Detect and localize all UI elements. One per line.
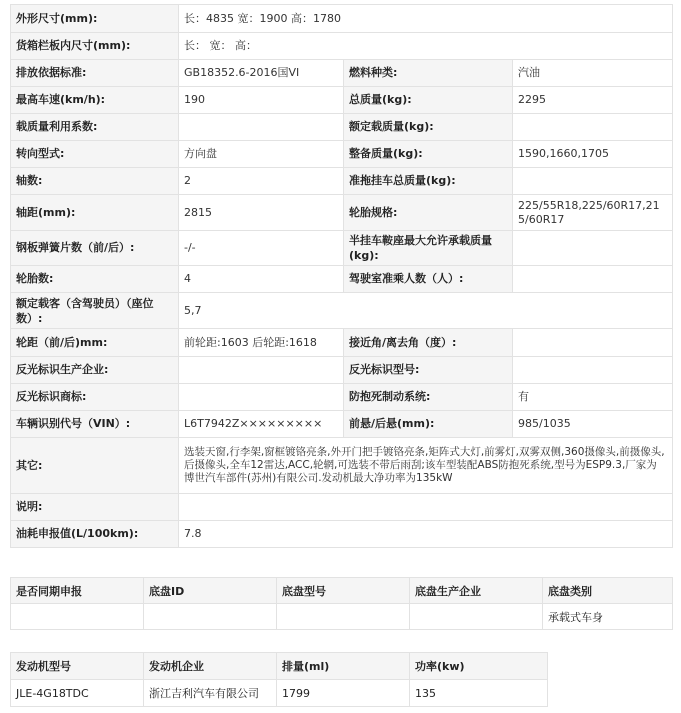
overhang-label: 前悬/后悬(mm):: [344, 411, 513, 438]
spec-row-emission: [11, 60, 673, 87]
chassis-header-category: 底盘类别: [543, 578, 673, 604]
spec-row-top-speed: [11, 87, 673, 114]
rated-passengers-label: 额定载客（含驾驶员）（座位数）:: [11, 293, 179, 329]
outer-size-label: 外形尺寸(mm):: [11, 5, 179, 33]
trailer-mass-value: [513, 168, 673, 195]
outer-size-value: 长：4835 宽：1900 高：1780: [179, 5, 673, 33]
spec-row-reflect-brand: [11, 384, 673, 411]
leaf-spring-value: -/-: [179, 231, 344, 266]
tire-spec-label: 轮胎规格:: [344, 195, 513, 231]
emission-value: GB18352.6-2016国VI: [179, 60, 344, 87]
approach-angle-value: [513, 329, 673, 357]
track-value: 前轮距:1603 后轮距:1618: [179, 329, 344, 357]
cargo-size-label: 货箱栏板内尺寸(mm):: [11, 33, 179, 60]
reflect-brand-value: [179, 384, 344, 411]
spec-row-track: [11, 329, 673, 357]
engine-table: [10, 652, 548, 707]
engine-model-value: JLE-4G18TDC: [11, 680, 144, 707]
abs-value: 有: [513, 384, 673, 411]
load-util-label: 载质量利用系数:: [11, 114, 179, 141]
reflect-mfr-value: [179, 357, 344, 384]
cab-seats-value: [513, 266, 673, 293]
leaf-spring-label: 钢板弹簧片数（前/后）:: [11, 231, 179, 266]
spec-row-axles: [11, 168, 673, 195]
cab-seats-label: 驾驶室准乘人数（人）:: [344, 266, 513, 293]
other-label: 其它:: [11, 438, 179, 494]
overhang-value: 985/1035: [513, 411, 673, 438]
fuel-type-label: 燃料种类:: [344, 60, 513, 87]
saddle-load-value: [513, 231, 673, 266]
reflect-model-label: 反光标识型号:: [344, 357, 513, 384]
reflect-mfr-label: 反光标识生产企业:: [11, 357, 179, 384]
abs-label: 防抱死制动系统:: [344, 384, 513, 411]
rated-passengers-value: 5,7: [179, 293, 673, 329]
vin-value: L6T7942Z×××××××××: [179, 411, 344, 438]
engine-header-power: 功率(kw): [410, 653, 548, 680]
engine-header-displacement: 排量(ml): [277, 653, 410, 680]
top-speed-value: 190: [179, 87, 344, 114]
engine-maker-value: 浙江吉利汽车有限公司: [144, 680, 277, 707]
spec-row-tire-count: [11, 266, 673, 293]
chassis-model-value: [277, 604, 410, 630]
reflect-model-value: [513, 357, 673, 384]
tire-count-label: 轮胎数:: [11, 266, 179, 293]
engine-displacement-value: 1799: [277, 680, 410, 707]
chassis-header-id: 底盘ID: [144, 578, 277, 604]
fuel-consumption-value: 7.8: [179, 521, 673, 548]
curb-mass-label: 整备质量(kg):: [344, 141, 513, 168]
chassis-table: [10, 577, 673, 630]
engine-header-row: [11, 653, 548, 680]
top-speed-label: 最高车速(km/h):: [11, 87, 179, 114]
fuel-consumption-label: 油耗申报值(L/100km):: [11, 521, 179, 548]
spec-row-steering: [11, 141, 673, 168]
engine-power-value: 135: [410, 680, 548, 707]
spec-row-leaf-spring: [11, 231, 673, 266]
reflect-brand-label: 反光标识商标:: [11, 384, 179, 411]
chassis-header-row: [11, 578, 673, 604]
approach-angle-label: 接近角/离去角（度）:: [344, 329, 513, 357]
axles-label: 轴数:: [11, 168, 179, 195]
steering-value: 方向盘: [179, 141, 344, 168]
chassis-sync-value: [11, 604, 144, 630]
axles-value: 2: [179, 168, 344, 195]
emission-label: 排放依据标准:: [11, 60, 179, 87]
total-mass-label: 总质量(kg):: [344, 87, 513, 114]
load-util-value: [179, 114, 344, 141]
tire-count-value: 4: [179, 266, 344, 293]
rated-load-value: [513, 114, 673, 141]
chassis-category-value: 承载式车身: [543, 604, 673, 630]
engine-header-maker: 发动机企业: [144, 653, 277, 680]
note-label: 说明:: [11, 494, 179, 521]
chassis-id-value: [144, 604, 277, 630]
engine-header-model: 发动机型号: [11, 653, 144, 680]
chassis-value-row: [11, 604, 673, 630]
spec-row-other: [11, 438, 673, 494]
wheelbase-value: 2815: [179, 195, 344, 231]
spec-row-cargo-size: [11, 33, 673, 60]
vehicle-spec-table: [10, 4, 673, 548]
rated-load-label: 额定载质量(kg):: [344, 114, 513, 141]
vin-label: 车辆识别代号（VIN）:: [11, 411, 179, 438]
spec-row-note: [11, 494, 673, 521]
saddle-load-label: 半挂车鞍座最大允许承载质量(kg):: [344, 231, 513, 266]
steering-label: 转向型式:: [11, 141, 179, 168]
spec-row-vin: [11, 411, 673, 438]
spec-row-wheelbase: [11, 195, 673, 231]
spec-row-outer-size: [11, 5, 673, 33]
trailer-mass-label: 准拖挂车总质量(kg):: [344, 168, 513, 195]
total-mass-value: 2295: [513, 87, 673, 114]
fuel-type-value: 汽油: [513, 60, 673, 87]
chassis-maker-value: [410, 604, 543, 630]
spec-row-fuel-consumption: [11, 521, 673, 548]
note-value: [179, 494, 673, 521]
cargo-size-value: 长： 宽： 高：: [179, 33, 673, 60]
tire-spec-value: 225/55R18,225/60R17,215/60R17: [513, 195, 673, 231]
curb-mass-value: 1590,1660,1705: [513, 141, 673, 168]
chassis-header-sync: 是否同期申报: [11, 578, 144, 604]
chassis-header-maker: 底盘生产企业: [410, 578, 543, 604]
wheelbase-label: 轴距(mm):: [11, 195, 179, 231]
other-value: 选装天窗,行李架,窗框镀铬亮条,外开门把手镀铬亮条,矩阵式大灯,前雾灯,双雾双侧,360摄像头,前摄像头,后摄像头,全车12雷达,ACC,轮辋,可选装不带后雨刮;该车型装配ABS防抱死系统,型号为ESP9.3,厂家为博世汽车部件(苏州)有限公司.发动机最大净功率为135kW: [179, 438, 673, 494]
chassis-header-model: 底盘型号: [277, 578, 410, 604]
spec-row-rated-passengers: [11, 293, 673, 329]
engine-value-row: [11, 680, 548, 707]
track-label: 轮距（前/后)mm:: [11, 329, 179, 357]
spec-row-load-util: [11, 114, 673, 141]
spec-row-reflect-mfr: [11, 357, 673, 384]
